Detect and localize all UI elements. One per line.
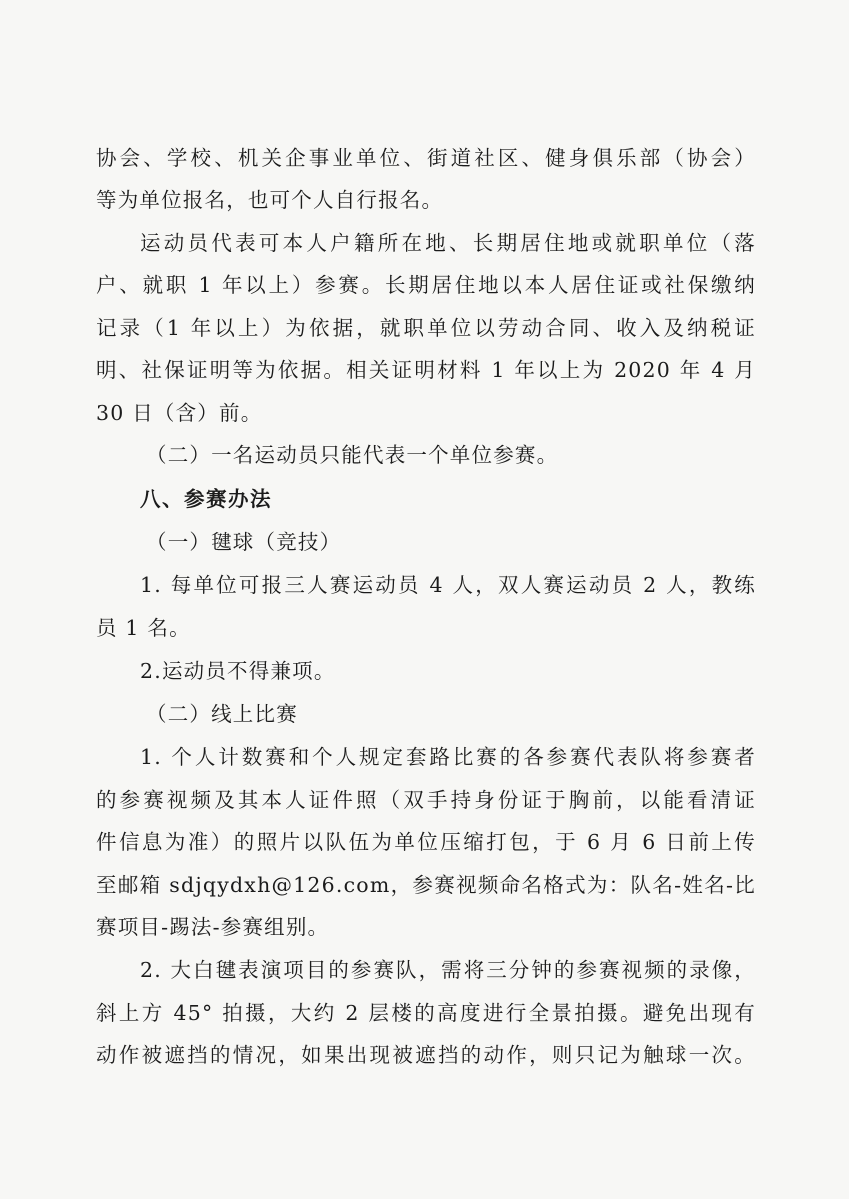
paragraph-line: 员 1 名。	[96, 616, 191, 640]
subsection-heading: （一）毽球（竞技）	[146, 530, 342, 554]
paragraph-line: 斜上方 45° 拍摄，大约 2 层楼的高度进行全景拍摄。避免出现有	[96, 1001, 756, 1025]
section-heading: 八、参赛办法	[140, 487, 272, 511]
paragraph-line: 协会、学校、机关企事业单位、街道社区、健身俱乐部（协会）	[96, 146, 756, 170]
paragraph-line: 动作被遮挡的情况，如果出现被遮挡的动作，则只记为触球一次。	[96, 1043, 756, 1067]
paragraph-line: 件信息为准）的照片以队伍为单位压缩打包，于 6 月 6 日前上传	[96, 830, 756, 854]
paragraph-line: 至邮箱 sdjqydxh@126.com，参赛视频命名格式为：队名-姓名-比	[96, 873, 756, 897]
paragraph-line: 户、就职 1 年以上）参赛。长期居住地以本人居住证或社保缴纳	[96, 273, 756, 297]
paragraph-line: 30 日（含）前。	[96, 401, 263, 425]
paragraph-line: 记录（1 年以上）为依据，就职单位以劳动合同、收入及纳税证	[96, 316, 756, 340]
subsection-heading: （二）线上比赛	[146, 702, 298, 726]
paragraph-line: 的参赛视频及其本人证件照（双手持身份证于胸前，以能看清证	[96, 788, 756, 812]
paragraph-line: 1. 个人计数赛和个人规定套路比赛的各参赛代表队将参赛者	[140, 745, 756, 769]
paragraph-line: 等为单位报名，也可个人自行报名。	[96, 188, 444, 212]
paragraph-line: 1. 每单位可报三人赛运动员 4 人，双人赛运动员 2 人，教练	[140, 573, 756, 597]
paragraph-line: 赛项目-踢法-参赛组别。	[96, 915, 330, 939]
paragraph-line: 明、社保证明等为依据。相关证明材料 1 年以上为 2020 年 4 月	[96, 358, 756, 382]
paragraph-line: （二）一名运动员只能代表一个单位参赛。	[146, 443, 559, 467]
paragraph-line: 2.运动员不得兼项。	[140, 659, 336, 683]
paragraph-line: 运动员代表可本人户籍所在地、长期居住地或就职单位（落	[140, 231, 756, 255]
paragraph-line: 2. 大白毽表演项目的参赛队，需将三分钟的参赛视频的录像，	[140, 958, 756, 982]
